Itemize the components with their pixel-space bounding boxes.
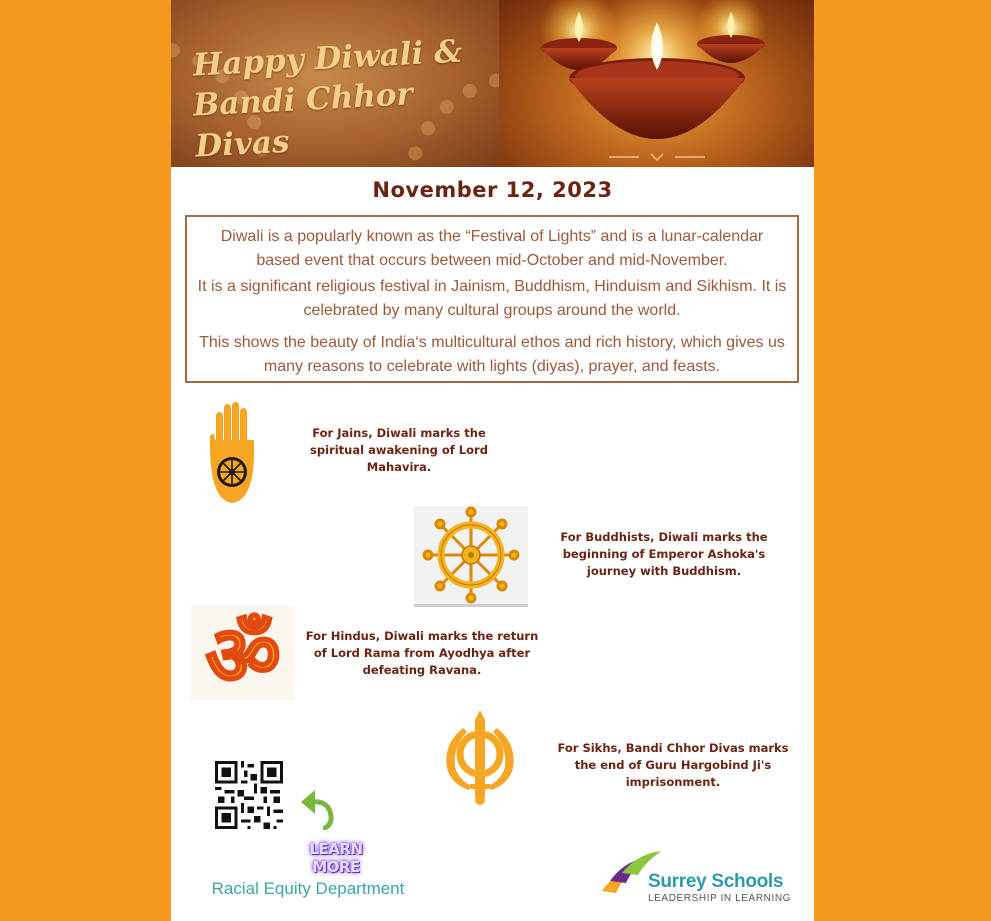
learn-more-link[interactable]: LEARN MORE (309, 840, 363, 876)
banner (171, 0, 814, 167)
logo-name: Surrey Schools (648, 871, 784, 892)
greeting-line-1: Happy Diwali & (192, 33, 463, 84)
greeting-line-2: Bandi Chhor Divas (192, 76, 414, 165)
intro-paragraph-1: Diwali is a popularly known as the “Festival of Lights” and is a lunar-calendar based event that occurs between mid-October and mid-November. (220, 228, 764, 269)
fact-buddhists: For Buddhists, Diwali marks the beginning of Emperor Ashoka's journey with Buddhism. (560, 530, 768, 578)
dharma-wheel-tile (414, 506, 528, 607)
greeting-title (192, 30, 488, 166)
poster (171, 0, 814, 921)
banner-greeting-panel (171, 0, 499, 167)
fact-jains: For Jains, Diwali marks the spiritual awakening of Lord Mahavira. (310, 426, 488, 474)
om-tile (191, 606, 295, 700)
qr-code-icon[interactable] (215, 761, 283, 829)
svg-text:ॐ: ॐ (205, 609, 281, 700)
ahimsa-hand-icon (207, 400, 257, 506)
diya-lamps-image (499, 0, 814, 167)
department-name: Racial Equity Department (211, 879, 405, 898)
intro-paragraph-2: It is a significant religious festival in Jainism, Buddhism, Hinduism and Sikhism. It is celebrated by many cultural groups around the world. (197, 278, 787, 319)
intro-paragraph-3: This shows the beauty of India‘s multicultural ethos and rich history, which gives us many reasons to celebrate with lights (diyas), prayer, and feasts. (199, 334, 785, 375)
logo-tagline: LEADERSHIP IN LEARNING (648, 893, 792, 904)
curved-arrow-icon (301, 788, 337, 830)
om-icon (191, 606, 295, 700)
surrey-schools-logo (600, 851, 800, 907)
diya-icon (499, 0, 814, 167)
dharma-wheel-icon (414, 506, 528, 604)
fact-hindus: For Hindus, Diwali marks the return of Lord Rama from Ayodhya after defeating Ravana. (305, 629, 539, 677)
intro-box (185, 215, 799, 383)
khanda-icon (441, 710, 519, 806)
event-date: November 12, 2023 (372, 178, 613, 202)
fact-sikhs: For Sikhs, Bandi Chhor Divas marks the end of Guru Hargobind Ji's imprisonment. (557, 741, 789, 789)
